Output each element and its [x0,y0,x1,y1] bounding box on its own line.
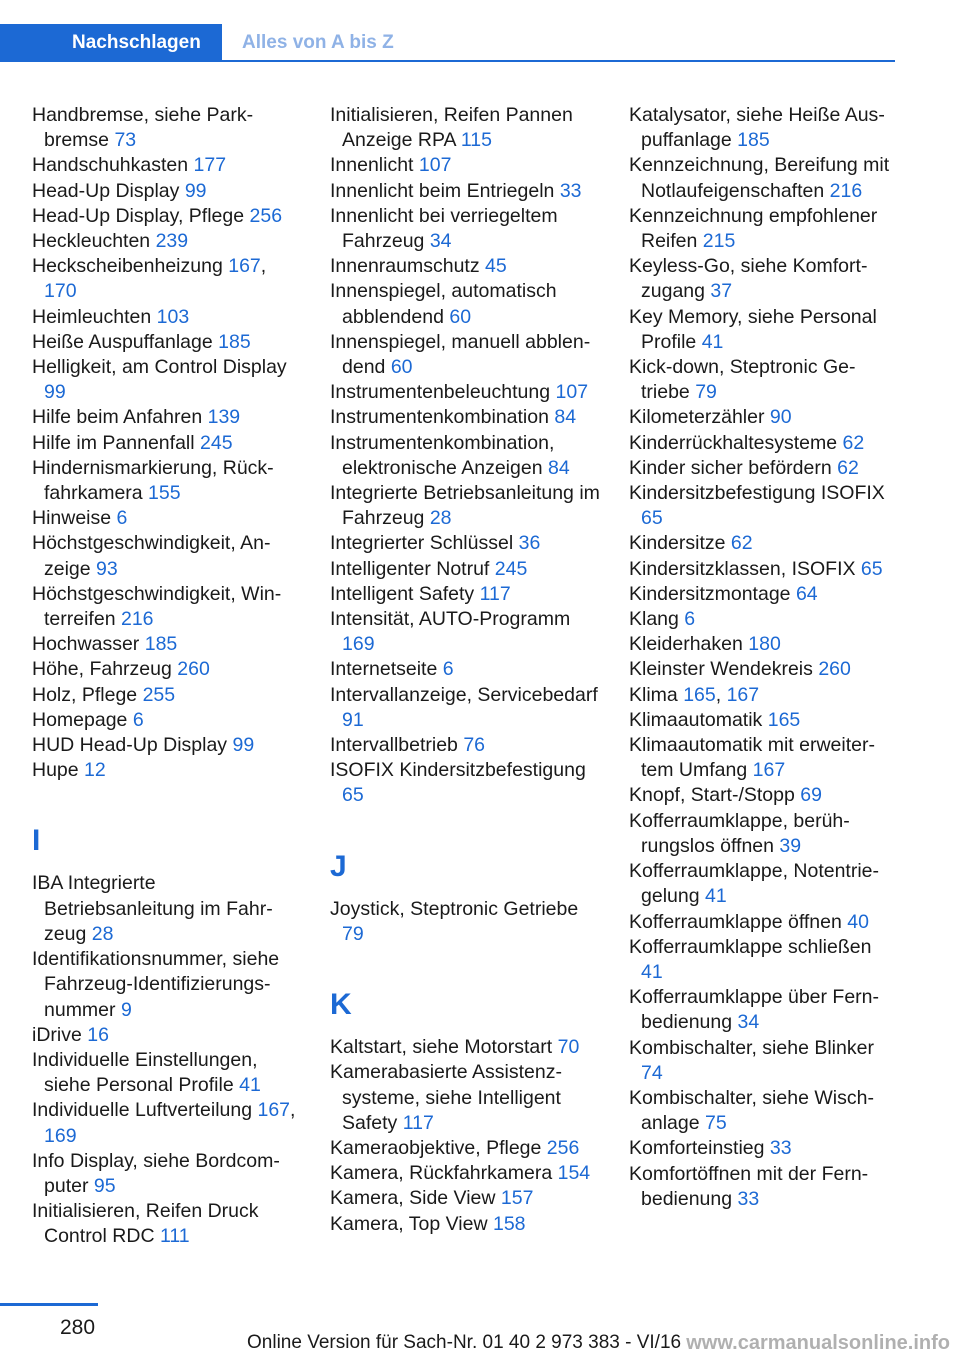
page-reference-link[interactable]: 28 [91,922,114,945]
page-reference-link[interactable]: 93 [96,557,118,580]
page-reference-link[interactable]: 158 [492,1212,526,1235]
index-letter-heading: J [330,849,347,883]
index-term: Intervallanzeige, Servicebedarf [330,683,598,706]
tab-underline [222,60,895,62]
page-reference-link[interactable]: 33 [769,1137,792,1160]
index-entry [629,1136,897,1161]
page-reference-link[interactable]: 69 [800,784,822,807]
page-reference-link[interactable]: 34 [737,1011,760,1034]
page-reference-link[interactable]: 107 [418,154,452,177]
index-entry [32,204,304,229]
index-term: Komfortöffnen mit der Fernbedienung [629,1162,869,1210]
index-term: Kinderrückhaltesysteme [629,431,838,454]
index-entry [629,657,897,682]
index-entry [629,1036,897,1086]
index-term: Kofferraumklappe schließen [629,935,872,958]
index-entry [32,229,304,254]
index-entry [629,405,897,430]
page-reference-link[interactable]: 76 [463,734,486,757]
index-term: Kombischalter, siehe Blinker [629,1036,874,1059]
page-reference-link[interactable]: 84 [547,456,570,479]
index-entry [330,1136,602,1161]
page-reference-link[interactable]: 170 [44,280,77,303]
page-reference-link[interactable]: 36 [518,532,541,555]
page-reference-link[interactable]: 95 [93,1174,116,1197]
page-reference-link[interactable]: 60 [449,305,472,328]
index-entry [330,531,602,556]
page-reference-link[interactable]: 28 [429,507,452,530]
page-reference-link[interactable]: 91 [342,708,364,731]
page-number: 280 [60,1316,96,1339]
index-term: Instrumentenbeleuchtung [330,381,551,404]
index-term: Intelligenter Notruf [330,557,490,580]
watermark-logo: www.carmanualsonline.info [686,1332,950,1354]
page-reference-link[interactable]: 34 [429,230,452,253]
page-reference-link[interactable]: 16 [87,1023,109,1046]
page-reference-link[interactable]: 165 [767,708,801,731]
page-reference-link[interactable]: 33 [737,1187,760,1210]
index-term: Initialisieren, Reifen Pannen Anzeige RPA [330,104,573,152]
header-tabbar [0,24,895,62]
index-entry [330,607,602,657]
page-reference-link[interactable]: 79 [342,922,364,945]
index-entry [629,1162,897,1212]
index-entry [330,330,602,380]
page-reference-link[interactable]: 65 [641,507,663,530]
section-gap [330,809,602,830]
index-term: Kamera, Top View [330,1212,488,1235]
index-term: Key Memory, siehe Personal Profile [629,305,877,353]
index-term: Instrumentenkombination, elektronische Anzeigen [330,431,555,479]
page-reference-link[interactable]: 185 [737,129,770,152]
index-entry [629,1086,897,1136]
index-entry [330,582,602,607]
index-entry [629,254,897,304]
index-entry [32,405,304,430]
page-reference-link[interactable]: 99 [184,179,207,202]
index-entry: Individuelle Luftverteilung 167, 169 [32,1099,296,1147]
page-reference-link[interactable]: 12 [84,759,106,782]
page-reference-link[interactable]: 260 [177,658,210,681]
index-term: Kick-down, Steptronic Getriebe [629,356,856,404]
index-entry [330,103,602,153]
index-entry [629,708,897,733]
index-term: Head-Up Display, Pflege [32,204,245,227]
index-entry [330,1186,602,1211]
index-entry [629,582,897,607]
index-term: Hupe [32,759,79,782]
page-reference-link[interactable]: 107 [555,381,589,404]
page-reference-link[interactable]: 45 [485,255,507,278]
index-entry [32,632,304,657]
index-entry [629,103,897,153]
index-entry [330,380,602,405]
page-reference-link[interactable]: 62 [837,456,859,479]
index-term: Hilfe beim Anfahren [32,406,203,429]
page-reference-link[interactable]: 169 [342,633,375,656]
index-term: Internetseite [330,658,438,681]
index-term: Integrierter Schlüssel [330,532,514,555]
index-entry [629,531,897,556]
index-entry [32,330,304,355]
index-term: Kombischalter, siehe Wischanlage [629,1086,874,1135]
index-term: Keyless-Go, siehe Komfortzugang [629,255,868,303]
index-entry [330,254,602,279]
page-reference-link[interactable]: 260 [818,658,851,681]
index-term: Kindersitzklassen, ISOFIX [629,557,856,580]
index-entry [32,657,304,682]
page-reference-link[interactable]: 41 [239,1074,261,1097]
index-entry [330,1035,602,1060]
index-term: Hochwasser [32,633,140,656]
index-term: Komforteinstieg [629,1137,765,1160]
index-column-2 [330,103,602,1237]
index-term: Kofferraumklappe öffnen [629,910,842,933]
index-term: Katalysator, siehe Heiße Auspuffanlage [629,104,885,152]
index-term: Innenspiegel, automatisch abblendend [330,280,557,328]
index-entry [32,103,304,153]
index-entry [32,733,304,758]
index-entry [629,481,897,531]
index-entry [330,758,602,808]
tab-alles-von-a-bis-z[interactable]: Alles von A bis Z [242,32,394,53]
page-reference-link[interactable]: 62 [842,431,865,454]
index-entry [32,305,304,330]
tab-nachschlagen[interactable]: Nachschlagen [0,24,222,62]
index-term: Innenlicht beim Entriegeln [330,179,555,202]
index-entry [32,531,304,581]
index-term: Kleiderhaken [629,633,743,656]
page-reference-link[interactable]: 256 [546,1136,580,1159]
index-term: Innenlicht [330,154,414,177]
index-entry [32,355,304,405]
index-entry [629,783,897,808]
index-column-3 [629,103,897,1212]
page-reference-link[interactable]: 111 [159,1225,190,1248]
page-reference-link[interactable]: 177 [193,154,227,177]
online-version-note: Online Version für Sach-Nr. 01 40 2 973 383 - VI/16 [247,1332,682,1353]
index-term: Kleinster Wendekreis [629,658,813,681]
index-term: Kofferraumklappe, berührungslos öffnen [629,809,850,857]
index-term: Höchstgeschwindigkeit, Winterreifen [32,582,282,631]
index-entry [629,153,897,203]
index-term: Heckleuchten [32,230,151,253]
index-term: Kindersitzbefestigung ISOFIX [629,482,885,505]
index-entry [32,1149,304,1199]
index-entry [32,758,304,783]
index-term: Heiße Auspuffanlage [32,330,213,353]
page-reference-link[interactable]: 167 [257,1099,291,1122]
index-term: Handbremse, siehe Parkbremse [32,104,254,152]
index-entry [330,279,602,329]
index-entry [629,733,897,783]
page-reference-link[interactable]: 167 [726,683,760,706]
index-term: Kamera, Rückfahrkamera [330,1162,553,1185]
index-entry [330,405,602,430]
index-entry [629,456,897,481]
index-entry [629,985,897,1035]
page-reference-link[interactable]: 9 [120,998,132,1021]
index-term: Identifikationsnummer, siehe Fahrzeug-Identifizierungsnummer [32,948,280,1021]
index-term: ISOFIX Kindersitzbefestigung [330,759,586,782]
index-entry [32,947,304,1023]
index-term: Knopf, Start-/Stopp [629,784,795,807]
page-reference-link[interactable]: 41 [641,960,663,983]
index-entry [32,153,304,178]
index-entry [330,1060,602,1136]
page-reference-link[interactable]: 117 [479,582,511,605]
index-term: Handschuhkasten [32,154,189,177]
index-entry [330,204,602,254]
index-entry [32,1199,304,1249]
index-term: Innenraumschutz [330,255,480,278]
page-reference-link[interactable]: 74 [641,1061,663,1084]
index-term: Helligkeit, am Control Display [32,356,287,379]
page-reference-link[interactable]: 6 [116,507,128,530]
page-reference-link[interactable]: 65 [860,557,883,580]
page-reference-link[interactable]: 245 [494,557,528,580]
index-term: iDrive [32,1023,82,1046]
index-term: Intervallbetrieb [330,734,458,757]
index-entry [32,582,304,632]
index-entry [629,607,897,632]
index-entry [32,431,304,456]
index-term: Head-Up Display [32,179,180,202]
index-entry [32,506,304,531]
index-term: Kennzeichnung, Bereifung mit Notlaufeigenschaften [629,154,890,202]
index-entry [330,481,602,531]
index-term: Heckscheibenheizung [32,255,223,278]
page-reference-link[interactable]: 154 [557,1162,591,1185]
index-entry [330,431,602,481]
index-entry [330,557,602,582]
page-reference-link[interactable]: 60 [390,356,413,379]
page-reference-link[interactable]: 41 [701,330,724,353]
index-term: Kennzeichnung empfohlener Reifen [629,204,878,253]
index-term: Klang [629,608,679,631]
index-column-1 [32,103,304,1250]
page-reference-link[interactable]: 180 [748,633,781,656]
index-term: Höchstgeschwindigkeit, Anzeige [32,532,271,580]
index-entry [629,431,897,456]
index-term: Initialisieren, Reifen Druck Control RDC [32,1200,259,1248]
index-term: HUD Head-Up Display [32,734,228,757]
page-reference-link[interactable]: 79 [695,381,717,404]
page-reference-link[interactable]: 84 [554,406,577,429]
index-term: Kamerabasierte Assistenzsysteme, siehe Intelligent Safety [330,1061,562,1134]
index-term: Kindersitze [629,532,726,555]
index-term: Hinweise [32,507,112,530]
page-reference-link[interactable]: 99 [232,734,255,757]
page-reference-link[interactable]: 39 [779,834,802,857]
index-term: Kindersitzmontage [629,582,791,605]
index-entry [629,557,897,582]
index-term: Integrierte Betriebsanleitung im Fahrzeug [330,482,600,530]
page-reference-link[interactable]: 185 [218,330,251,353]
index-entry [629,910,897,935]
page-reference-link[interactable]: 103 [156,305,190,328]
page-reference-link[interactable]: 65 [342,784,364,807]
section-gap [330,947,602,968]
index-term: Kaltstart, siehe Motorstart [330,1036,553,1059]
page-reference-link[interactable]: 70 [557,1036,580,1059]
page-reference-link[interactable]: 115 [460,129,492,152]
page-reference-link[interactable]: 167 [752,759,786,782]
index-entry [32,683,304,708]
page-reference-link[interactable]: 90 [769,406,792,429]
page-number-bar [0,1303,98,1306]
index-term: Klimaautomatik [629,708,763,731]
index-entry [629,809,897,859]
page-reference-link[interactable]: 6 [442,658,454,681]
page-reference-link[interactable]: 216 [120,608,154,631]
index-entry [32,1048,304,1098]
index-entry [330,683,602,733]
page-reference-link[interactable]: 6 [132,708,144,731]
index-entry [629,305,897,355]
index-entry [330,153,602,178]
index-term: Intelligent Safety [330,582,475,605]
page-reference-link[interactable]: 75 [704,1112,727,1135]
index-term: Hilfe im Pannenfall [32,431,195,454]
index-entry [32,708,304,733]
index-term: Individuelle Luftverteilung [32,1099,253,1122]
page-reference-link[interactable]: 169 [44,1124,77,1147]
page-reference-link[interactable]: 245 [200,431,233,454]
index-entry: Klima 165, 167 [629,683,760,706]
index-entry [330,733,602,758]
page-reference-link[interactable]: 165 [683,683,716,706]
index-term: Klimaautomatik mit erweitertem Umfang [629,734,875,782]
index-entry [32,179,304,204]
page-reference-link[interactable]: 117 [402,1111,434,1134]
page-reference-link[interactable]: 155 [148,482,181,505]
page-reference-link[interactable]: 73 [114,129,137,152]
index-term: Individuelle Einstellungen, siehe Personal Profile [32,1048,258,1097]
page-reference-link[interactable]: 37 [710,280,733,303]
index-term: Info Display, siehe Bordcomputer [32,1149,280,1197]
index-letter-heading: K [330,988,352,1022]
page-reference-link[interactable]: 215 [702,230,736,253]
page-reference-link[interactable]: 40 [847,910,869,933]
page-reference-link[interactable]: 64 [795,582,818,605]
index-term: Kinder sicher befördern [629,456,832,479]
page-reference-link[interactable]: 6 [684,608,696,631]
page-reference-link[interactable]: 255 [142,683,176,706]
index-entry [629,632,897,657]
page-reference-link[interactable]: 185 [144,633,178,656]
index-term: Kofferraumklappe, Notentriegelung [629,860,880,908]
index-entry [330,1161,602,1186]
section-gap [32,783,304,804]
index-entry [629,859,897,909]
index-letter-heading: I [32,824,41,858]
page-reference-link[interactable]: 239 [155,230,189,253]
index-term: Joystick, Steptronic Getriebe [330,897,579,920]
page-reference-link[interactable]: 167 [228,255,261,278]
index-term: Kameraobjektive, Pflege [330,1136,542,1159]
index-entry [330,657,602,682]
page-reference-link[interactable]: 41 [704,885,727,908]
page-reference-link[interactable]: 139 [207,406,241,429]
index-entry [629,204,897,254]
page-reference-link[interactable]: 99 [44,381,66,404]
index-term: Intensität, AUTO-Programm [330,608,571,631]
index-entry [629,935,897,985]
index-entry [32,871,304,947]
page-reference-link[interactable]: 157 [500,1187,534,1210]
index-entry [32,456,304,506]
page-reference-link[interactable]: 216 [829,179,863,202]
index-entry: Heckscheibenheizung 167, 170 [32,255,267,303]
page-reference-link[interactable]: 256 [249,204,283,227]
index-entry [629,355,897,405]
index-term: Holz, Pflege [32,683,138,706]
page-reference-link[interactable]: 62 [730,532,753,555]
index-term: Homepage [32,708,128,731]
index-entry [330,897,602,947]
page-reference-link[interactable]: 33 [559,179,582,202]
index-entry [330,1212,602,1237]
index-term: IBA Integrierte Betriebsanleitung im Fahrzeug [32,872,273,945]
index-entry [330,179,602,204]
index-term: Heimleuchten [32,305,152,328]
index-entry [32,1023,304,1048]
index-term: Kilometerzähler [629,406,765,429]
index-term: Innenlicht bei verriegeltem Fahrzeug [330,204,558,253]
index-term: Innenspiegel, manuell abblendend [330,330,591,379]
index-term: Kofferraumklappe über Fernbedienung [629,986,880,1034]
index-term: Klima [629,683,678,706]
index-term: Instrumentenkombination [330,406,549,429]
index-term: Höhe, Fahrzeug [32,658,172,681]
index-term: Hindernismarkierung, Rückfahrkamera [32,456,274,505]
index-term: Kamera, Side View [330,1187,496,1210]
